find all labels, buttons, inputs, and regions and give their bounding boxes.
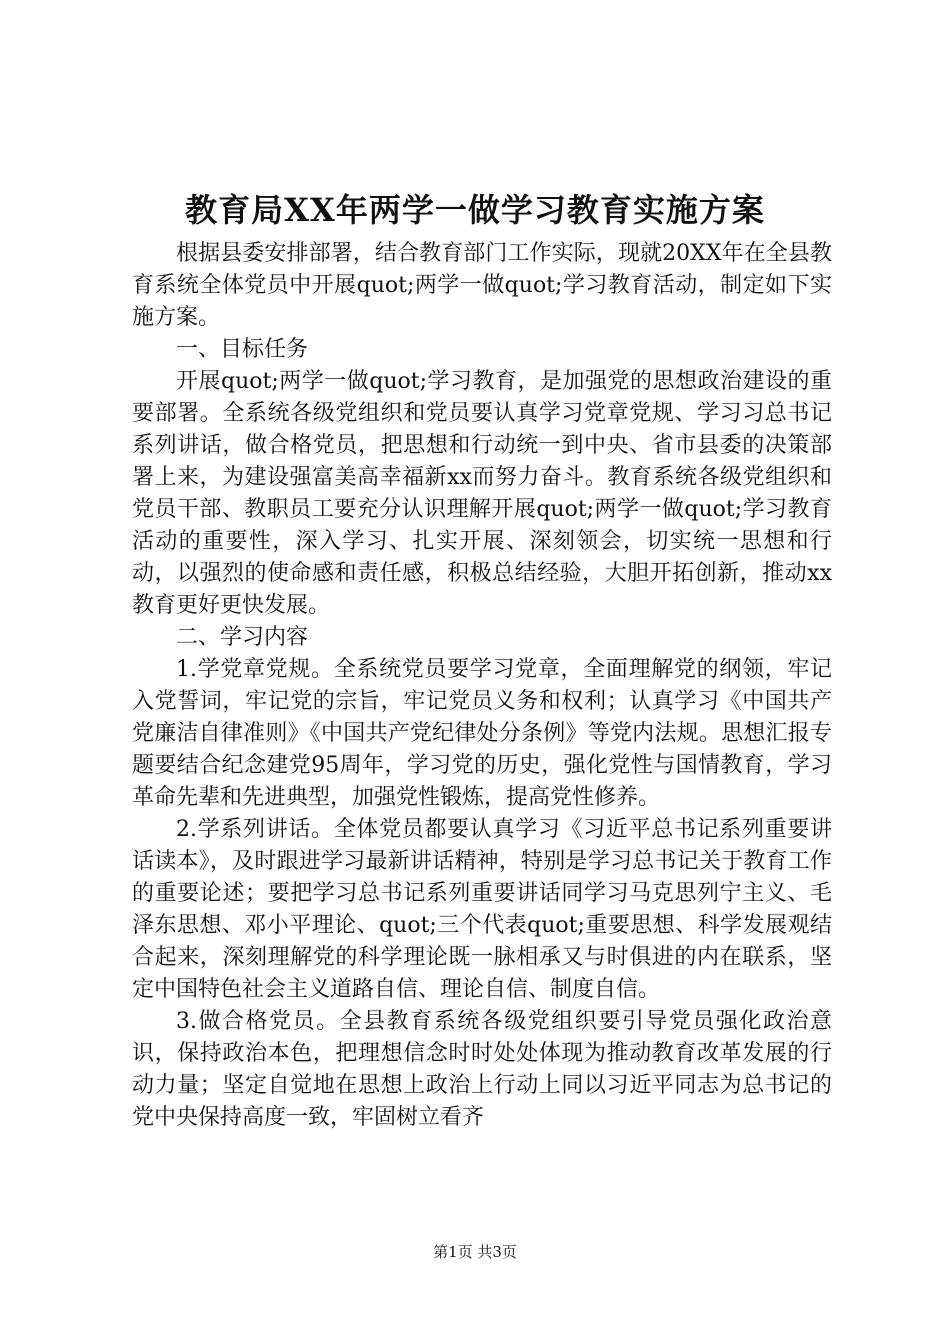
page-number-footer: 第1页 共3页: [433, 1243, 517, 1261]
content-item-3: 3.做合格党员。全县教育系统各级党组织要引导党员强化政治意识，保持政治本色，把理想信念时时处处体现为推动教育改革发展的行动力量；坚定自觉地在思想上政治上行动上同以习近平同志为总书记的党中央保持高度一致，牢固树立看齐: [132, 1009, 832, 1130]
intro-paragraph: 根据县委安排部署，结合教育部门工作实际，现就20XX年在全县教育系统全体党员中开展quot;两学一做quot;学习教育活动，制定如下实施方案。: [132, 241, 832, 330]
content-item-1: 1.学党章党规。全系统党员要学习党章，全面理解党的纲领，牢记入党誓词，牢记党的宗旨，牢记党员义务和权利；认真学习《中国共产党廉洁自律准则》《中国共产党纪律处分条例》等党内法规。思想汇报专题要结合纪念建党95周年，学习党的历史，强化党性与国情教育，学习革命先辈和先进典型，加强党性锻炼，提高党性修养。: [132, 657, 832, 810]
goals-paragraph: 开展quot;两学一做quot;学习教育，是加强党的思想政治建设的重要部署。全系统各级党组织和党员要认真学习党章党规、学习习总书记系列讲话，做合格党员，把思想和行动统一到中央、省市县委的决策部署上来，为建设强富美高幸福新xx而努力奋斗。教育系统各级党组织和党员干部、教职员工要充分认识理解开展quot;两学一做quot;学习教育活动的重要性，深入学习、扎实开展、深刻领会，切实统一思想和行动，以强烈的使命感和责任感，积极总结经验，大胆开拓创新，推动xx教育更好更快发展。: [132, 369, 832, 618]
document-body: [132, 238, 832, 1134]
section-heading-goals: 一、目标任务: [176, 337, 309, 362]
section-heading-content: 二、学习内容: [176, 625, 309, 650]
document-title: 教育局XX年两学一做学习教育实施方案: [185, 191, 765, 229]
content-item-2: 2.学系列讲话。全体党员都要认真学习《习近平总书记系列重要讲话读本》，及时跟进学习最新讲话精神，特别是学习总书记关于教育工作的重要论述；要把学习总书记系列重要讲话同学习马克思列宁主义、毛泽东思想、邓小平理论、quot;三个代表quot;重要思想、科学发展观结合起来，深刻理解党的科学理论既一脉相承又与时俱进的内在联系，坚定中国特色社会主义道路自信、理论自信、制度自信。: [132, 817, 832, 1002]
